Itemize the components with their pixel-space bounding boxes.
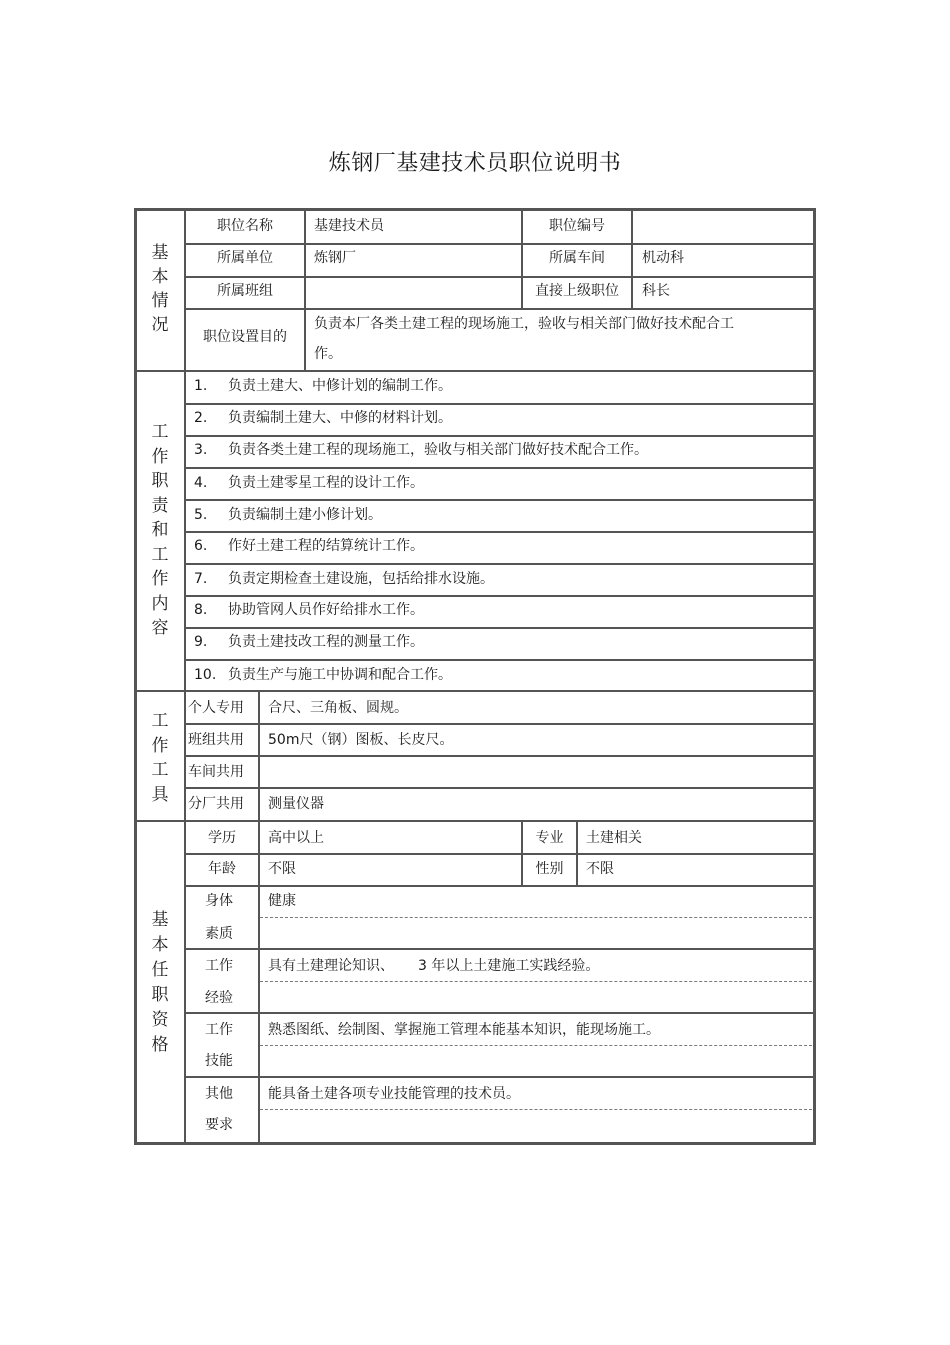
tool-label-personal: 个人专用 <box>188 700 244 716</box>
duty-number: 8. <box>194 602 208 618</box>
section-header-basic: 基本情况 <box>151 243 169 335</box>
gender-label: 性别 <box>535 861 564 877</box>
age-value: 不限 <box>268 861 296 877</box>
education-label: 学历 <box>208 830 236 846</box>
experience-value-part1: 具有土建理论知识、 <box>268 958 394 974</box>
col-line <box>304 211 306 371</box>
tool-value-branch: 测量仪器 <box>268 796 324 812</box>
row-line <box>186 276 813 278</box>
superior-value: 科长 <box>642 283 670 299</box>
experience-label-line2: 经验 <box>205 990 233 1006</box>
unit-label: 所属单位 <box>217 250 273 266</box>
other-label-line1: 其他 <box>205 1086 233 1102</box>
skill-label-line1: 工作 <box>205 1022 233 1038</box>
section-separator-duties <box>137 370 813 372</box>
body-label-line2: 素质 <box>205 926 233 942</box>
row-line <box>186 1012 813 1014</box>
major-label: 专业 <box>535 830 564 846</box>
row-line <box>186 1076 813 1078</box>
experience-value <box>268 957 599 975</box>
duty-text: 负责土建零星工程的设计工作。 <box>228 475 424 491</box>
body-label-line1: 身体 <box>205 893 233 909</box>
gender-value: 不限 <box>586 861 614 877</box>
duty-number: 7. <box>194 571 208 587</box>
row-line <box>186 435 813 437</box>
duty-item <box>194 474 424 492</box>
duty-number: 1. <box>194 378 208 394</box>
purpose-value: 负责本厂各类土建工程的现场施工，验收与相关部门做好技术配合工作。 <box>314 316 734 362</box>
duty-item <box>194 633 424 651</box>
tool-value-personal: 合尺、三角板、圆规。 <box>268 700 408 716</box>
duty-item <box>194 570 494 588</box>
duty-item <box>194 601 424 619</box>
row-line <box>186 885 813 887</box>
row-line <box>186 948 813 950</box>
tool-label-workshop: 车间共用 <box>188 764 244 780</box>
duty-number: 6. <box>194 538 208 554</box>
duty-item <box>194 506 382 524</box>
col-line <box>631 211 633 309</box>
row-line <box>186 659 813 661</box>
other-label-line2: 要求 <box>205 1117 233 1133</box>
skill-value: 熟悉图纸、绘制图、掌握施工管理本能基本知识，能现场施工。 <box>268 1022 660 1038</box>
body-value: 健康 <box>268 893 296 909</box>
age-label: 年龄 <box>208 861 236 877</box>
duty-number: 2. <box>194 410 208 426</box>
duty-text: 负责编制土建小修计划。 <box>228 507 382 523</box>
dashed-line <box>260 981 812 982</box>
tool-value-team: 50m尺（钢）图板、长皮尺。 <box>268 732 454 748</box>
col-line <box>258 692 260 822</box>
duty-number: 4. <box>194 475 208 491</box>
row-line <box>186 531 813 533</box>
superior-label: 直接上级职位 <box>535 283 619 299</box>
duty-text: 协助管网人员作好给排水工作。 <box>228 602 424 618</box>
document-title: 炼钢厂基建技术员职位说明书 <box>328 151 622 176</box>
duty-item <box>194 537 424 555</box>
section-header-duties: 工作职责和工作内容 <box>151 422 169 638</box>
duty-text: 负责土建大、中修计划的编制工作。 <box>228 378 452 394</box>
workshop-label: 所属车间 <box>549 250 605 266</box>
position-code-label: 职位编号 <box>549 218 605 234</box>
row-line <box>186 563 813 565</box>
duty-text: 作好土建工程的结算统计工作。 <box>228 538 424 554</box>
duty-text: 负责定期检查土建设施，包括给排水设施。 <box>228 571 494 587</box>
duty-item <box>194 666 452 684</box>
row-line <box>186 755 813 757</box>
duty-item <box>194 377 452 395</box>
row-line <box>186 595 813 597</box>
row-line <box>186 853 813 855</box>
dashed-line <box>260 1045 812 1046</box>
row-line <box>186 403 813 405</box>
col-line <box>258 822 260 1143</box>
dashed-line <box>260 917 812 918</box>
duty-text: 负责生产与施工中协调和配合工作。 <box>228 667 452 683</box>
duty-text: 负责编制土建大、中修的材料计划。 <box>228 410 452 426</box>
section-separator-tools <box>137 690 813 692</box>
position-name-label: 职位名称 <box>217 218 273 234</box>
section-header-qualifications: 基本任职资格 <box>151 910 169 1055</box>
duty-item <box>194 441 648 459</box>
tool-label-branch: 分厂共用 <box>188 796 244 812</box>
position-name-value: 基建技术员 <box>314 218 384 234</box>
education-value: 高中以上 <box>268 830 324 846</box>
unit-value: 炼钢厂 <box>314 250 356 266</box>
tool-label-team: 班组共用 <box>188 732 244 748</box>
section-header-tools: 工作工具 <box>151 711 169 805</box>
duty-text: 负责土建技改工程的测量工作。 <box>228 634 424 650</box>
other-value: 能具备土建各项专业技能管理的技术员。 <box>268 1086 520 1102</box>
row-line <box>186 627 813 629</box>
row-line <box>186 243 813 245</box>
row-line <box>186 723 813 725</box>
workshop-value: 机动科 <box>642 250 684 266</box>
duty-text: 负责各类土建工程的现场施工，验收与相关部门做好技术配合工作。 <box>228 442 648 458</box>
duty-number: 5. <box>194 507 208 523</box>
row-line <box>186 787 813 789</box>
skill-label-line2: 技能 <box>205 1053 233 1069</box>
row-line <box>186 499 813 501</box>
row-line <box>186 467 813 469</box>
experience-label-line1: 工作 <box>205 958 233 974</box>
major-value: 土建相关 <box>586 830 642 846</box>
section-separator-qualifications <box>137 820 813 822</box>
team-label: 所属班组 <box>217 283 273 299</box>
duty-number: 10. <box>194 667 217 683</box>
dashed-line <box>260 1109 812 1110</box>
duty-item <box>194 409 452 427</box>
experience-value-part2: 3 年以上土建施工实践经验。 <box>418 958 600 974</box>
duty-number: 9. <box>194 634 208 650</box>
duty-number: 3. <box>194 442 208 458</box>
purpose-label: 职位设置目的 <box>203 329 287 345</box>
